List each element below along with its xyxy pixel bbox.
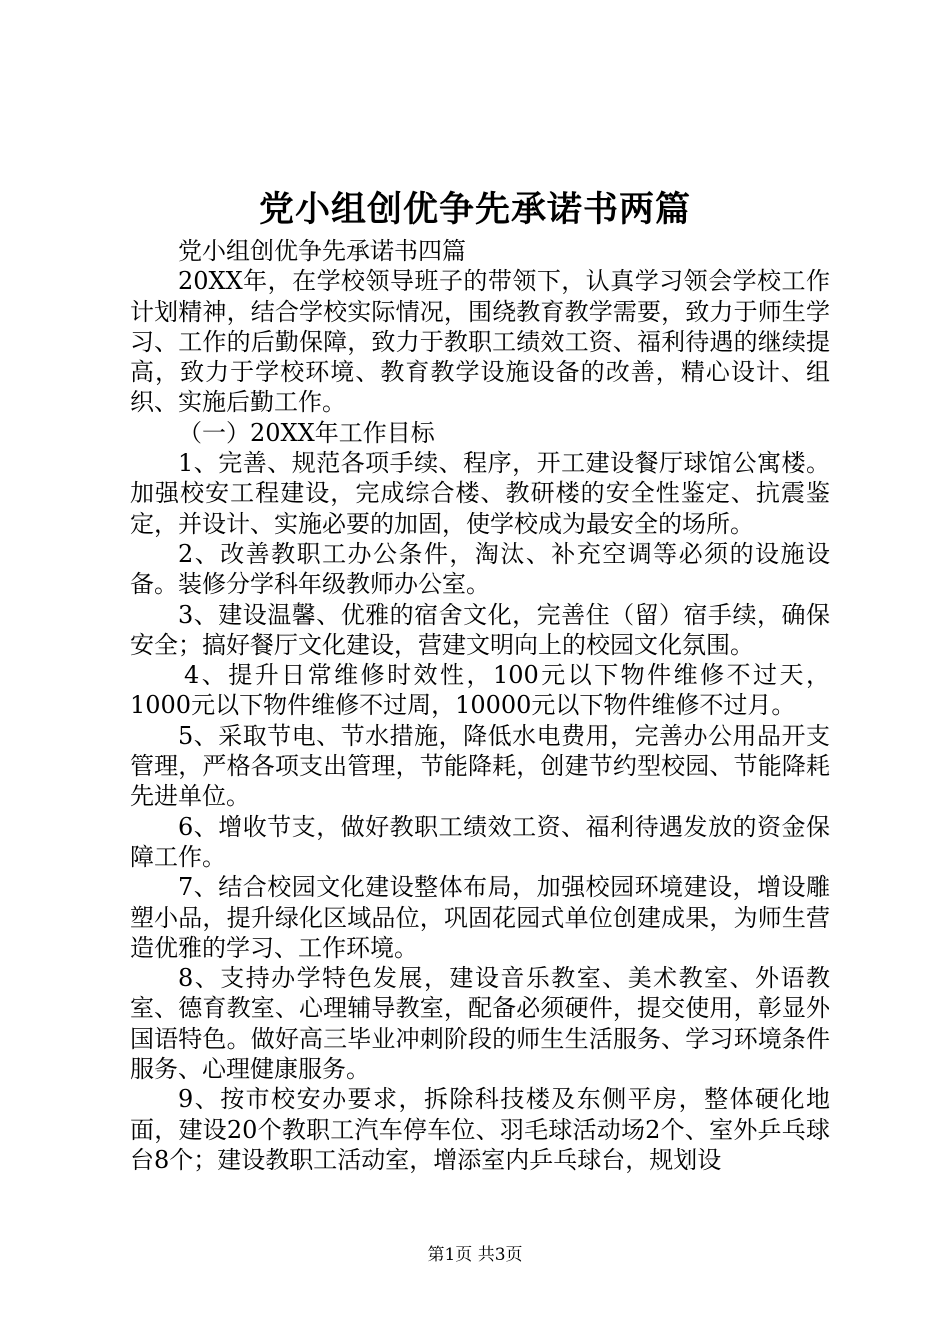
paragraph-subtitle: 党小组创优争先承诺书四篇 xyxy=(178,237,466,265)
paragraph-item-8: 8、支持办学特色发展，建设音乐教室、美术教室、外语教室、德育教室、心理辅导教室，配备必须硬件，提交使用，彰显外国语特色。做好高三毕业冲刺阶段的师生生活服务、学习环境条件服务、心理健康服务。 xyxy=(130,964,830,1084)
document-body xyxy=(130,236,830,1175)
paragraph-item-1: 1、完善、规范各项手续、程序，开工建设餐厅球馆公寓楼。加强校安工程建设，完成综合楼、教研楼的安全性鉴定、抗震鉴定，并设计、实施必要的加固，使学校成为最安全的场所。 xyxy=(130,449,830,538)
paragraph-item-2: 2、改善教职工办公条件，淘汰、补充空调等必须的设施设备。装修分学科年级教师办公室。 xyxy=(130,539,830,599)
paragraph-intro: 20XX年，在学校领导班子的带领下，认真学习领会学校工作计划精神，结合学校实际情况，围绕教育教学需要，致力于师生学习、工作的后勤保障，致力于教职工绩效工资、福利待遇的继续提高，致力于学校环境、教育教学设施设备的改善，精心设计、组织、实施后勤工作。 xyxy=(130,267,830,417)
paragraph-item-9: 9、按市校安办要求，拆除科技楼及东侧平房，整体硬化地面，建设20个教职工汽车停车位、羽毛球活动场2个、室外乒乓球台8个；建设教职工活动室，增添室内乒乓球台，规划设 xyxy=(130,1085,830,1174)
paragraph-item-5: 5、采取节电、节水措施，降低水电费用，完善办公用品开支管理，严格各项支出管理，节能降耗，创建节约型校园、节能降耗先进单位。 xyxy=(130,721,830,811)
paragraph-item-4: 4、提升日常维修时效性，100元以下物件维修不过天，1000元以下物件维修不过周，10000元以下物件维修不过月。 xyxy=(130,661,830,720)
paragraph-item-6: 6、增收节支，做好教职工绩效工资、福利待遇发放的资金保障工作。 xyxy=(130,812,830,871)
paragraph-item-3: 3、建设温馨、优雅的宿舍文化，完善住（留）宿手续，确保安全；搞好餐厅文化建设，营建文明向上的校园文化氛围。 xyxy=(130,600,830,659)
document-title: 党小组创优争先承诺书两篇 xyxy=(258,189,691,230)
paragraph-item-7: 7、结合校园文化建设整体布局，加强校园环境建设，增设雕塑小品，提升绿化区域品位，巩固花园式单位创建成果，为师生营造优雅的学习、工作环境。 xyxy=(130,873,830,962)
section-heading: （一）20XX年工作目标 xyxy=(178,418,435,447)
page-footer: 第1页 共3页 xyxy=(427,1245,523,1265)
